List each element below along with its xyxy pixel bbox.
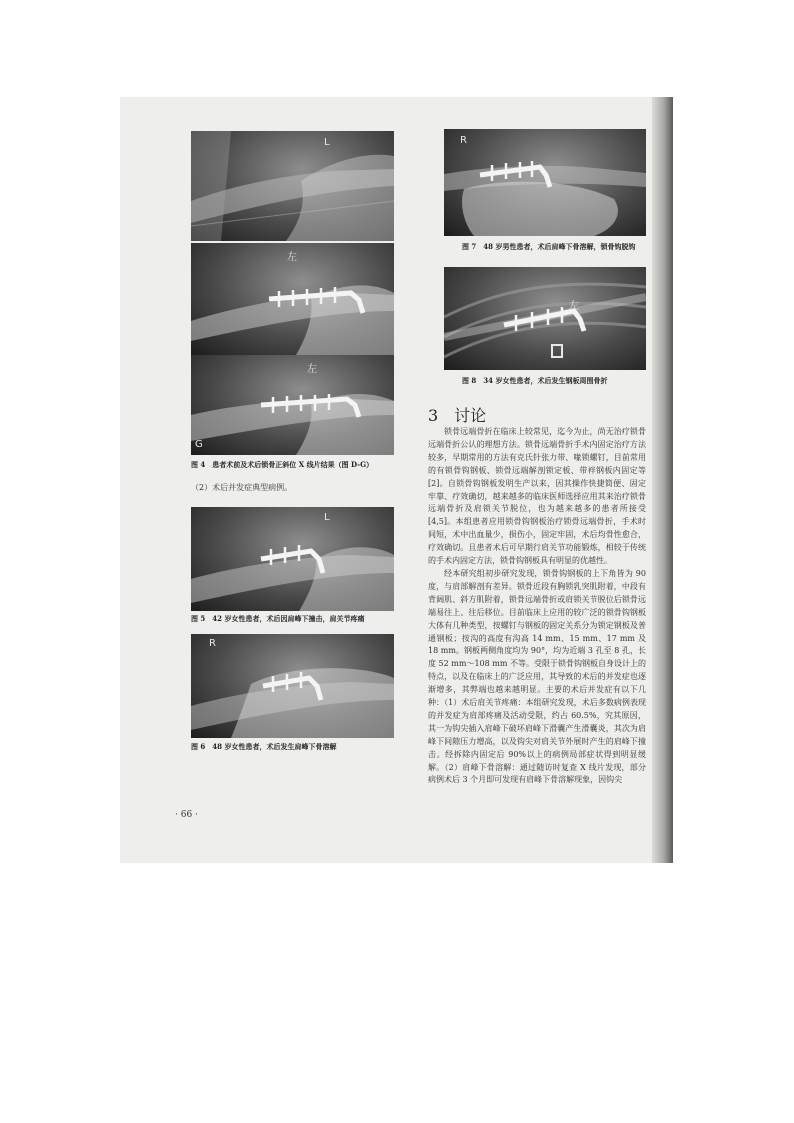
xray-figure-7	[444, 129, 646, 236]
figure-label: L	[324, 137, 330, 148]
figure-4-caption: 图 4 患者术前及术后锁骨正斜位 X 线片结果（图 D-G）	[191, 460, 374, 469]
figure-7-caption: 图 7 48 岁男性患者，术后肩峰下骨溶解，锁骨钩脱钩	[462, 242, 636, 251]
xray-figure-5	[191, 507, 394, 611]
figure-label: R	[460, 135, 467, 146]
left-column-text: （2）术后并发症典型病例。	[191, 483, 293, 492]
figure-label: 左	[307, 364, 317, 375]
page-number: · 66 ·	[175, 810, 198, 820]
figure-corner-label: G	[195, 439, 203, 450]
xray-figure-f	[191, 355, 394, 455]
figure-5-caption: 图 5 42 岁女性患者，术后因肩峰下撞击，肩关节疼痛	[191, 614, 365, 623]
body-paragraph: 经本研究组初步研究发现，锁骨钩钢板的上下角皆为 90 度，与肩部解剖有差异。锁骨近段有胸锁乳突肌附着，中段有背阔肌、斜方肌附着，锁骨远端骨折或肩锁关节脱位后锁骨远端易往上、往后移位。目前临床上应用的较广泛的锁骨钩钢板大体有几种类型，按螺钉与钢板的固定关系分为锁定钢板及普通钢板；按沟的高度有沟高 14 mm、15 mm、17 mm 及 18 mm。钢板两侧角度均为 90°，均为近端 3 孔至 8 孔，长度 52 mm～108 mm 不等。受限于锁骨钩钢板自身设计上的特点，以及在临床上的广泛应用，其导致的术后的并发症也逐渐增多，其弊端也越来越明显。主要的术后并发症有以下几种：（1）术后肩关节疼痛：本组研究发现，术后多数病例表现的并发症为肩部疼痛及活动受限，约占 60.5%，究其原因，其一为钩尖插入肩峰下破坏肩峰下滑囊产生滑囊炎，其次为肩峰下间隙压力增高，以及钩尖对肩关节外展时产生的肩峰下撞击。经拆除内固定后 90%以上的病例局部症状得到明显缓解。（2）肩峰下骨溶解：通过随访时复查 X 线片发现，部分病例术后 3 个月即可发现有肩峰下骨溶解现象，因钩尖	[428, 568, 646, 785]
xray-figure-e	[191, 243, 394, 355]
figure-label: R	[209, 638, 216, 649]
figure-6-caption: 图 6 48 岁女性患者，术后发生肩峰下骨溶解	[191, 742, 337, 751]
body-paragraph: 锁骨远端骨折在临床上较常见，迄今为止，尚无治疗锁骨远端骨折公认的理想方法。锁骨远端骨折手术内固定治疗方法较多，早期常用的方法有克氏针张力带、喙锁螺钉，目前常用的有锁骨钩钢板、锁骨远端解剖锁定板、带袢钢板内固定等[2]。自锁骨钩钢板发明生产以来，因其操作快捷简便、固定牢靠、疗效确切，越来越多的临床医师选择应用其来治疗锁骨远端骨折及肩锁关节脱位，也为越来越多的患者所接受[4,5]。本组患者应用锁骨钩钢板治疗锁骨远端骨折，手术时间短，术中出血量少，损伤小，固定牢固，术后均骨性愈合，疗效确切。且患者术后可早期行肩关节功能锻炼，相较于传统的手术内固定方法，锁骨钩钢板具有明显的优越性。	[428, 427, 646, 566]
figure-8-caption: 图 8 34 岁女性患者，术后发生钢板周围骨折	[462, 376, 608, 385]
right-column-text	[428, 426, 646, 787]
xray-figure-6	[191, 634, 394, 738]
figure-label: L	[324, 512, 330, 523]
figure-label: 左	[569, 301, 579, 312]
section-heading: 3 讨论	[428, 406, 487, 425]
page-edge-shadow	[652, 97, 673, 863]
xray-figure-d	[191, 131, 394, 241]
figure-label: 左	[287, 252, 297, 263]
xray-figure-8	[444, 267, 646, 370]
